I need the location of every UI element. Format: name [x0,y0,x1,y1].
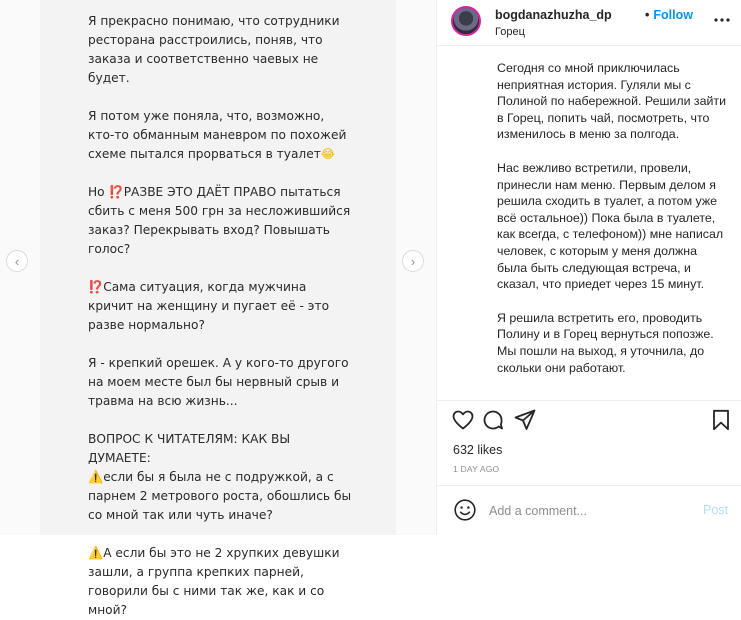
exclamation-question-emoji-icon: ⁉️ [88,280,104,294]
slide-paragraph: Я потом уже поняла, что, возможно, кто-то обманным маневром по похожей схеме пытался прорваться в туалет😂 [88,109,347,161]
divider [437,485,741,486]
post-sidebar [436,0,740,535]
comment-icon[interactable] [481,408,505,432]
slide-paragraph: Но ⁉️РАЗВЕ ЭТО ДАЁТ ПРАВО пытаться сбить с меня 500 грн за несложившийся заказ? Перекрывать вход? Повышать голос? [88,185,351,256]
more-horizontal-icon[interactable] [713,10,731,28]
warning-emoji-icon: ⚠️ [88,546,104,560]
avatar[interactable] [451,6,481,36]
smiley-icon[interactable] [453,498,477,522]
comment-input[interactable] [489,502,685,520]
post-header [437,0,741,46]
warning-emoji-icon: ⚠️ [88,470,104,484]
slide-paragraph: ВОПРОС К ЧИТАТЕЛЯМ: КАК ВЫ ДУМАЕТЕ: ⚠️если бы я была не с подружкой, а с парнем 2 метрового роста, обошлись бы со мной так или чуть иначе? [88,432,352,522]
divider [437,400,741,401]
share-icon[interactable] [513,408,537,432]
slide-paragraph: ⚠️А если бы это не 2 хрупких девушки зашли, а группа крепких парней, говорили бы с ними так же, как и со мной? [88,546,340,617]
action-bar [451,408,731,436]
chevron-left-icon[interactable]: ‹ [6,250,28,272]
post-caption [497,60,729,400]
location-link[interactable]: Горец [495,26,525,38]
follow-button[interactable]: • Follow [645,8,693,22]
caption-paragraph: Нас вежливо встретили, провели, принесли нам меню. Первым делом я решила сходить в туалет, а потом уже всё остальное)) Пока была в туалете, как всегда, с телефоном)) мне написал человек, с которым у меня должна была быть следующая встреча, и сказал, что приедет через 15 минут. [497,160,724,292]
laughing-emoji-icon: 😂 [320,147,336,161]
caption-paragraph: Сегодня со мной приключилась неприятная история. Гуляли мы с Полиной по набережной. Решили зайти в Горец, попить чай, посмотреть, что изменилось в меню за полгода. [497,61,727,142]
heart-icon[interactable] [451,408,475,432]
username-link[interactable]: bogdanazhuzha_dp [495,8,612,22]
exclamation-question-emoji-icon: ⁉️ [108,185,124,199]
post-date[interactable]: 1 DAY AGO [453,464,500,474]
chevron-right-icon[interactable]: › [402,250,424,272]
caption-paragraph: Я решила встретить его, проводить Полину и в Горец вернуться попозже. Мы пошли на выход, я уточнила, до скольки они работают. [497,310,714,375]
slide-paragraph: Я прекрасно понимаю, что сотрудники ресторана расстроились, поняв, что заказа и соответственно чаевых не будет. [88,14,340,85]
slide-paragraph: Я - крепкий орешек. А у кого-то другого на моем месте был бы нервный срыв и травма на всю жизнь... [88,356,349,408]
text-slide [40,0,396,617]
likes-count[interactable]: 632 likes [453,443,503,457]
bookmark-icon[interactable] [709,408,733,432]
slide-paragraph: ⁉️Сама ситуация, когда мужчина кричит на женщину и пугает её - это разве нормально? [88,280,330,332]
post-comment-button[interactable]: Post [703,503,729,517]
separator-dot: • [645,8,650,22]
